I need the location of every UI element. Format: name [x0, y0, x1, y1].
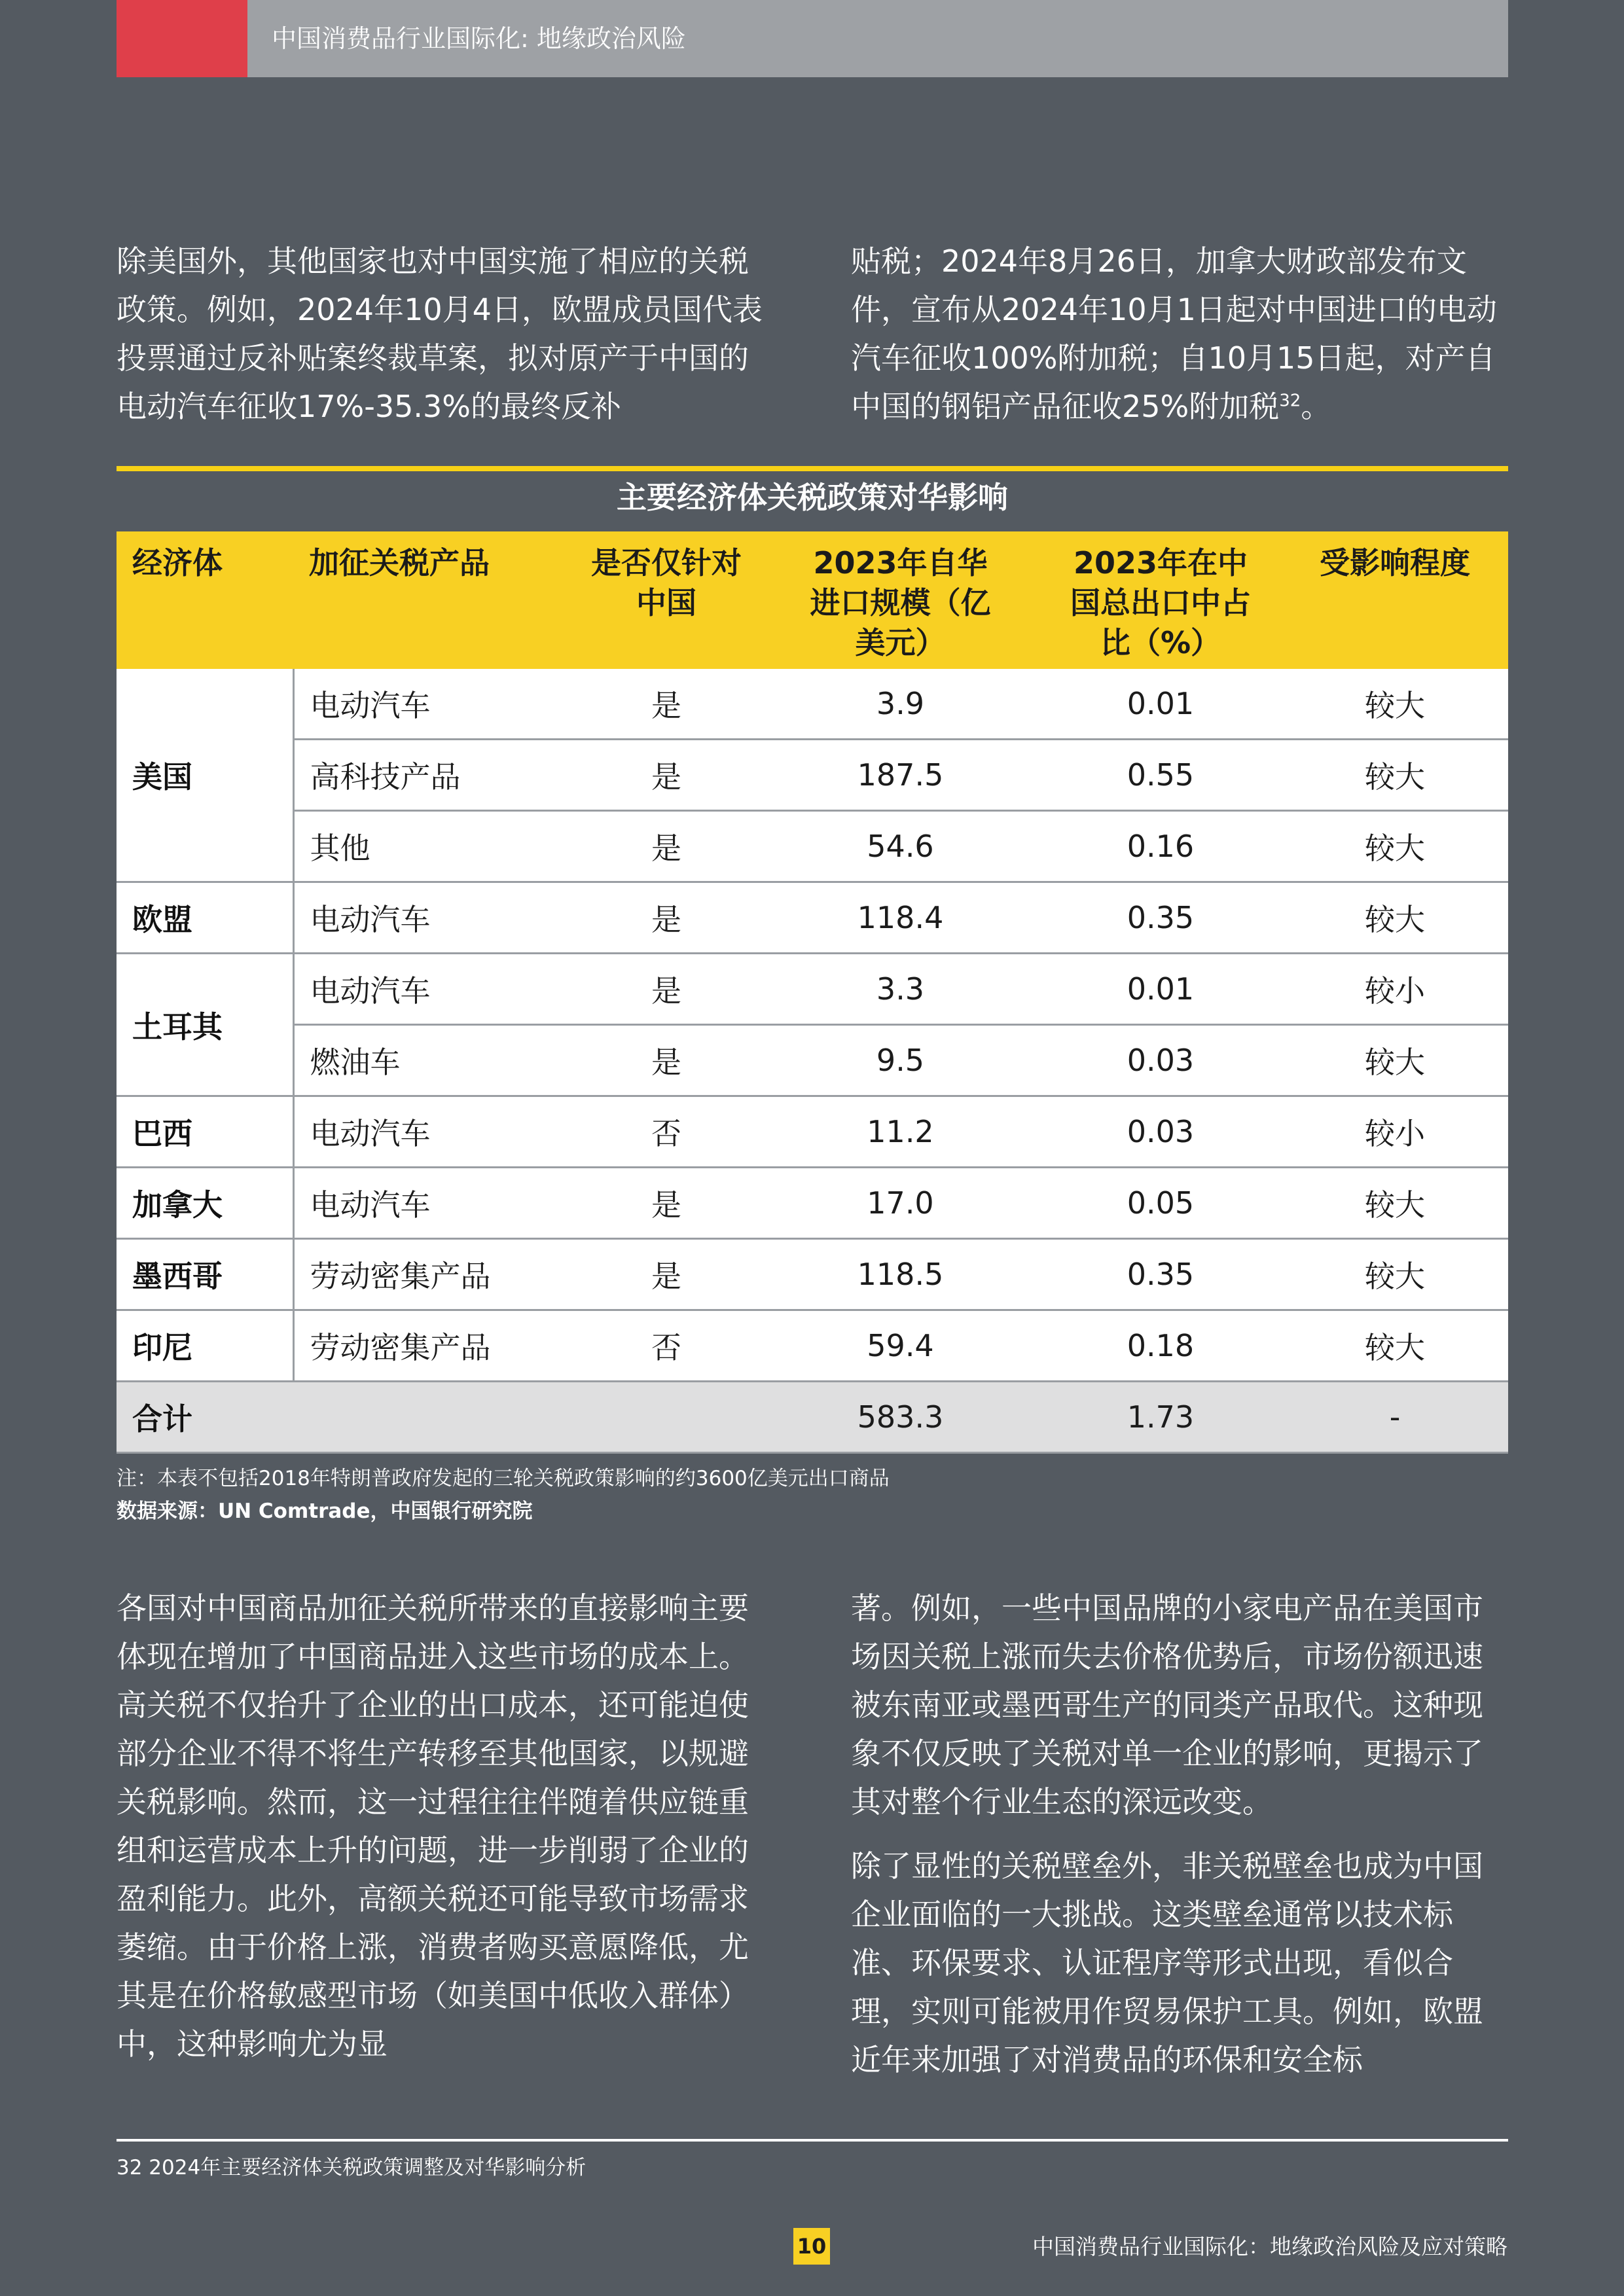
col-header-impact: 受影响程度 [1282, 531, 1508, 669]
table-row [117, 882, 1508, 954]
only-china-cell: 是 [571, 669, 761, 740]
col-header-economy: 经济体 [117, 531, 293, 669]
total-import-cell: 583.3 [761, 1382, 1039, 1453]
country-cell: 土耳其 [117, 954, 293, 1096]
total-share-cell: 1.73 [1039, 1382, 1282, 1453]
total-impact-cell: - [1282, 1382, 1508, 1453]
import-cell: 59.4 [761, 1310, 1039, 1382]
product-cell: 电动汽车 [293, 1168, 571, 1239]
table-row [117, 811, 1508, 882]
country-cell: 巴西 [117, 1096, 293, 1168]
share-cell: 0.35 [1039, 882, 1282, 954]
share-cell: 0.03 [1039, 1025, 1282, 1096]
body-right-paragraph-2: 除了显性的关税壁垒外，非关税壁垒也成为中国企业面临的一大挑战。这类壁垒通常以技术标准、环保要求、认证程序等形式出现，看似合理，实则可能被用作贸易保护工具。例如，欧盟近年来加强了对消费品的环保和安全标 [851, 1848, 1483, 2077]
import-cell: 118.4 [761, 882, 1039, 954]
country-cell: 印尼 [117, 1310, 293, 1382]
table-header-row [117, 531, 1508, 669]
impact-cell: 较大 [1282, 740, 1508, 811]
product-cell: 劳动密集产品 [293, 1239, 571, 1310]
product-cell: 电动汽车 [293, 669, 571, 740]
tariff-impact-table [117, 531, 1508, 1454]
product-cell: 其他 [293, 811, 571, 882]
col-header-product: 加征关税产品 [293, 531, 571, 669]
footnote: 32 2024年主要经济体关税政策调整及对华影响分析 [117, 2156, 586, 2179]
col-header-export-share: 2023年在中国总出口中占比（%） [1039, 531, 1282, 669]
import-cell: 118.5 [761, 1239, 1039, 1310]
only-china-cell: 是 [571, 954, 761, 1025]
import-cell: 11.2 [761, 1096, 1039, 1168]
only-china-cell: 是 [571, 740, 761, 811]
product-cell: 劳动密集产品 [293, 1310, 571, 1382]
col-header-only-china: 是否仅针对中国 [571, 531, 761, 669]
share-cell: 0.16 [1039, 811, 1282, 882]
impact-cell: 较小 [1282, 954, 1508, 1025]
header-title: 中国消费品行业国际化: 地缘政治风险 [272, 24, 686, 53]
country-cell: 美国 [117, 669, 293, 882]
import-cell: 54.6 [761, 811, 1039, 882]
total-label: 合计 [117, 1382, 293, 1453]
only-china-cell: 是 [571, 1025, 761, 1096]
footer-title: 中国消费品行业国际化：地缘政治风险及应对策略 [1032, 2234, 1507, 2259]
col-header-import-scale: 2023年自华进口规模（亿美元） [761, 531, 1039, 669]
body-left-text: 各国对中国商品加征关税所带来的直接影响主要体现在增加了中国商品进入这些市场的成本上。高关税不仅抬升了企业的出口成本，还可能迫使部分企业不得不将生产转移至其他国家，以规避关税影响。然而，这一过程往往伴随着供应链重组和运营成本上升的问题，进一步削弱了企业的盈利能力。此外，高额关税还可能导致市场需求萎缩。由于价格上涨，消费者购买意愿降低，尤其是在价格敏感型市场（如美国中低收入群体）中，这种影响尤为显 [117, 1590, 749, 2062]
impact-cell: 较大 [1282, 1239, 1508, 1310]
import-cell: 3.9 [761, 669, 1039, 740]
body-right-column [851, 1584, 1512, 2084]
page-number-badge: 10 [793, 2228, 830, 2265]
country-cell: 欧盟 [117, 882, 293, 954]
impact-cell: 较大 [1282, 882, 1508, 954]
table-row [117, 740, 1508, 811]
product-cell: 电动汽车 [293, 882, 571, 954]
impact-cell: 较大 [1282, 1025, 1508, 1096]
footnote-rule [117, 2139, 1508, 2142]
impact-cell: 较大 [1282, 811, 1508, 882]
import-cell: 187.5 [761, 740, 1039, 811]
body-right-paragraph-1: 著。例如，一些中国品牌的小家电产品在美国市场因关税上涨而失去价格优势后，市场份额迅速被东南亚或墨西哥生产的同类产品取代。这种现象不仅反映了关税对单一企业的影响，更揭示了其对整个行业生态的深远改变。 [851, 1590, 1483, 1820]
share-cell: 0.35 [1039, 1239, 1282, 1310]
header-red-accent [117, 0, 247, 77]
product-cell: 燃油车 [293, 1025, 571, 1096]
table-note: 注：本表不包括2018年特朗普政府发起的三轮关税政策影响的约3600亿美元出口商品 [117, 1467, 890, 1490]
country-cell: 加拿大 [117, 1168, 293, 1239]
impact-cell: 较大 [1282, 1168, 1508, 1239]
only-china-cell: 是 [571, 1239, 761, 1310]
only-china-cell: 否 [571, 1096, 761, 1168]
product-cell: 电动汽车 [293, 1096, 571, 1168]
table-row [117, 1096, 1508, 1168]
intro-left-column [117, 237, 778, 431]
table-top-rule [117, 466, 1508, 471]
intro-left-text: 除美国外，其他国家也对中国实施了相应的关税政策。例如，2024年10月4日，欧盟成员国代表投票通过反补贴案终裁草案，拟对原产于中国的电动汽车征收17%-35.3%的最终反补 [117, 243, 763, 424]
table-source: 数据来源：UN Comtrade，中国银行研究院 [117, 1499, 533, 1523]
footnote-ref[interactable]: 32 [1279, 391, 1301, 411]
body-left-column [117, 1584, 778, 2068]
intro-right-column [851, 237, 1512, 431]
share-cell: 0.03 [1039, 1096, 1282, 1168]
import-cell: 3.3 [761, 954, 1039, 1025]
share-cell: 0.18 [1039, 1310, 1282, 1382]
table-total-row [117, 1382, 1508, 1453]
product-cell: 高科技产品 [293, 740, 571, 811]
table-row [117, 1310, 1508, 1382]
table-row [117, 669, 1508, 740]
table-title: 主要经济体关税政策对华影响 [617, 480, 1008, 515]
only-china-cell: 是 [571, 1168, 761, 1239]
intro-right-text: 贴税；2024年8月26日，加拿大财政部发布文件，宣布从2024年10月1日起对中国进口的电动汽车征收100%附加税；自10月15日起，对产自中国的钢铝产品征收25%附加税$^{32}$。 [851, 243, 1497, 424]
share-cell: 0.05 [1039, 1168, 1282, 1239]
table-row [117, 1168, 1508, 1239]
share-cell: 0.01 [1039, 669, 1282, 740]
impact-cell: 较大 [1282, 1310, 1508, 1382]
import-cell: 17.0 [761, 1168, 1039, 1239]
only-china-cell: 是 [571, 882, 761, 954]
share-cell: 0.01 [1039, 954, 1282, 1025]
table-row [117, 954, 1508, 1025]
only-china-cell: 是 [571, 811, 761, 882]
table-row [117, 1025, 1508, 1096]
table-row [117, 1239, 1508, 1310]
only-china-cell: 否 [571, 1310, 761, 1382]
country-cell: 墨西哥 [117, 1239, 293, 1310]
import-cell: 9.5 [761, 1025, 1039, 1096]
product-cell: 电动汽车 [293, 954, 571, 1025]
impact-cell: 较小 [1282, 1096, 1508, 1168]
impact-cell: 较大 [1282, 669, 1508, 740]
share-cell: 0.55 [1039, 740, 1282, 811]
